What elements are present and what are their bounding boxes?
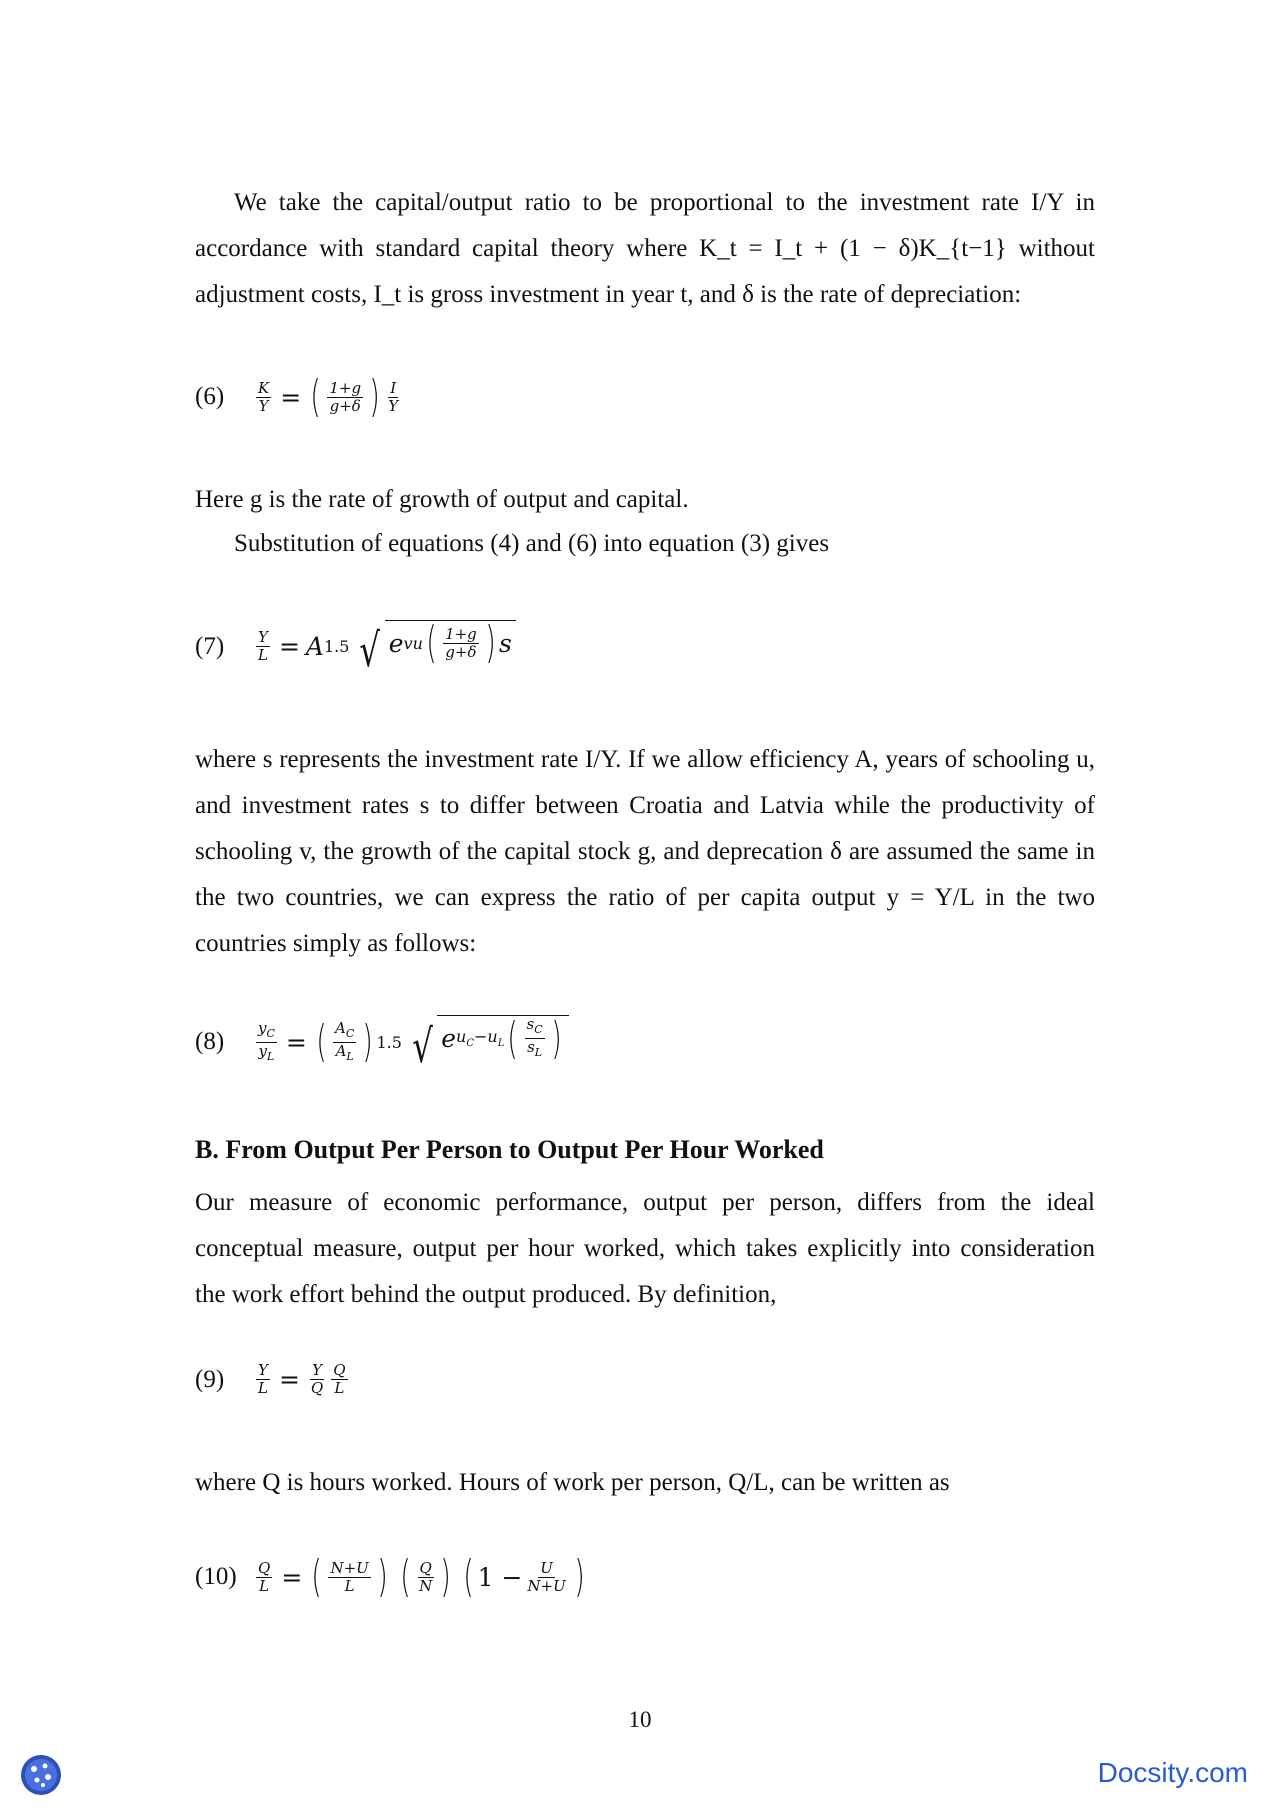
- equation-number: (6): [195, 383, 225, 410]
- paragraph-hours-worked: where Q is hours worked. Hours of work per person, Q/L, can be written as: [195, 1469, 950, 1496]
- docsity-brand-link[interactable]: Docsity.com: [1097, 1757, 1248, 1788]
- paragraph-growth-rate: Here g is the rate of growth of output and capital.: [195, 486, 689, 513]
- equation-6: (6) $\frac{K}{Y}$ = ( $\frac{1+g}{g+\delta}$ ) $\frac{I}{Y}$: [195, 371, 399, 422]
- paragraph-capital-ratio: We take the capital/output ratio to be proportional to the investment rate I/Y in accordance with standard capital theory where K_t = I_t + (1 − δ)K_{t−1} without adjustment costs, I_t is gross investment in year t, and δ is the rate of depreciation:: [195, 189, 1095, 308]
- equation-8: (8) $\frac{y_C}{y_L}$ = ( $\frac{A_C}{A_L}$ ) 1.5 √ e $u_C-u_L$ ( $\frac{s_C}{s_L}$ ): [195, 1015, 569, 1069]
- equation-number: (8): [195, 1028, 225, 1055]
- paragraph-substitution: Substitution of equations (4) and (6) into equation (3) gives: [234, 530, 830, 557]
- equation-number: (10): [195, 1563, 237, 1590]
- page-number: 10: [628, 1707, 652, 1732]
- equation-9: (9) $\frac{Y}{L}$ = $\frac{Y}{Q}$ $\frac{Q}{L}$: [195, 1361, 346, 1397]
- paragraph-investment-rate: where s represents the investment rate I/Y. If we allow efficiency A, years of schooling u, and investment rates s to differ between Croatia and Latvia while the productivity of schooling v, the growth of the capital stock g, and deprecation δ are assumed the same in the two countries, we can express the ratio of per capita output y = Y/L in the two countries simply as follows:: [195, 746, 1095, 957]
- equation-number: (9): [195, 1365, 225, 1393]
- equation-number: (7): [195, 632, 225, 660]
- paragraph-economic-performance: Our measure of economic performance, output per person, differs from the ideal conceptual measure, output per hour worked, which takes explicitly into consideration the work effort behind the output produced. By definition,: [195, 1189, 1095, 1308]
- equation-10: (10) $\frac{Q}{L}$ = ( $\frac{N+U}{L}$ ) ( $\frac{Q}{N}$ ) ( 1 − $\frac{U}{N+U}$ ): [195, 1551, 585, 1602]
- docsity-logo-icon: [18, 1752, 64, 1798]
- equation-7: (7) $\frac{Y}{L}$ = A 1.5 √ e vu ( $\frac{1+g}{g+\delta}$ ) s: [195, 620, 516, 673]
- section-heading: B. From Output Per Person to Output Per Hour Worked: [195, 1135, 824, 1164]
